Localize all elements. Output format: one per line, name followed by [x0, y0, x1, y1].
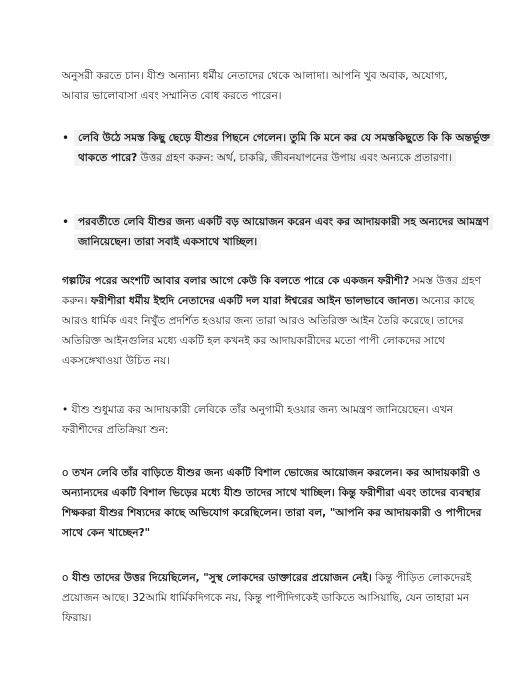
- answer-quote-bold: যীশু তাদের উত্তর দিয়েছিলেন, "সুস্থ লোকদের ডাক্তারের প্রয়োজন নেই।: [68, 572, 372, 584]
- pharisee-explanation: অন্যের কাছে আরও ধার্মিক এবং নিখুঁত প্রদর্শিত হওয়ার জন্য তারা আরও অতিরিক্ত আইন তৈরি করেছে। তাদের অতিরিক্ত আইনগুলির মধ্যে একটি হল কখনই কর আদায়কারীদের মতো পাপী লোকদের সাথে একসঙ্গেখাওয়া উচিত নয়।: [62, 295, 475, 367]
- bullet-marker: •: [62, 131, 70, 145]
- pharisee-accept-answers: সমস্ত উত্তর গ্রহণ করুন।: [62, 275, 481, 307]
- feast-marker: o: [62, 467, 69, 479]
- answer-quote-rest: কিন্তু পীড়িত লোকদেরই প্রয়োজন আছে। 32আমি ধার্মিকদিগকে নয়, কিন্তু পাপীদিগকেই ডাকিতে আসিয়াছি, যেন তাহারা মন ফিরায়।: [62, 572, 472, 624]
- pharisee-paragraph: [62, 271, 482, 371]
- intro-line-1: অনুসরী করতে চান। যীশু অন্যান্য ধর্মীয় নেতাদের থেকে আলাদা। আপনি খুব অবাক, অযোগ্য,: [62, 70, 448, 82]
- feast-paragraph: [62, 463, 482, 543]
- bullet-1-bold-text: লেবি উঠে সমস্ত কিছু ছেড়ে যীশুর পিছনে গেলেন। তুমি কি মনে কর যে সমস্তকিছুতে কি কি অন্তর্ভুক্ত থাকতে পারে?: [78, 132, 490, 164]
- feast-text: তখন লেবি তাঁর বাড়িতে যীশুর জন্য একটি বিশাল ভোজের আয়োজন করলেন। কর আদায়কারী ও অন্যান্যদের একটি বিশাল ভিড়ের মধ্যে যীশু তাদের সাথে খাচ্ছিল। কিন্তু ফরীশীরা এবং তাদের ব্যবস্থার শিক্ষকরা যীশুর শিষ্যদের কাছে অভিযোগ করেছিলেন। তারা বল, "আপনি কর আদায়কারী ও পাপীদের সাথে কেন খাচ্ছেন?": [62, 467, 482, 539]
- pharisee-question: গল্পটির পরের অংশটি আবার বলার আগে কেউ কি বলতে পারে কে একজন ফরীশী?: [62, 275, 410, 287]
- intro-line-2: আবার ভালোবাসা এবং সম্মানিত বোধ করতে পারেন।: [62, 90, 282, 102]
- bullet-2-bold-text: পরবর্তীতে লেবি যীশুর জন্য একটি বড় আয়োজন করেন এবং কর আদায়কারী সহ অন্যদের আমন্ত্রণ জানিয়েছেন। তারা সবাই একসাথে খাচ্ছিল।: [78, 216, 489, 248]
- pharisee-definition: ফরীশীরা ধর্মীয় ইহুদি নেতাদের একটি দল যারা ঈশ্বরের আইন ভালভাবে জানত।: [90, 295, 419, 307]
- bullet-1-answer-text: উত্তর গ্রহণ করুন: অর্থ, চাকরি, জীবনযাপনের উপায় এবং অন্যকে প্রতারণা।: [137, 152, 452, 164]
- invited-text: • যীশু শুধুমাত্র কর আদায়কারী লেবিকে তাঁর অনুগামী হওয়ার জন্য আমন্ত্রণ জানিয়েছেন। এখন ফরীশীদের প্রতিক্রিয়া শুন:: [62, 404, 453, 436]
- answer-paragraph: [62, 568, 482, 628]
- answer-marker: o: [62, 572, 69, 584]
- invited-paragraph: [62, 400, 482, 440]
- bullet-marker: •: [62, 215, 70, 229]
- intro-paragraph: [62, 66, 482, 106]
